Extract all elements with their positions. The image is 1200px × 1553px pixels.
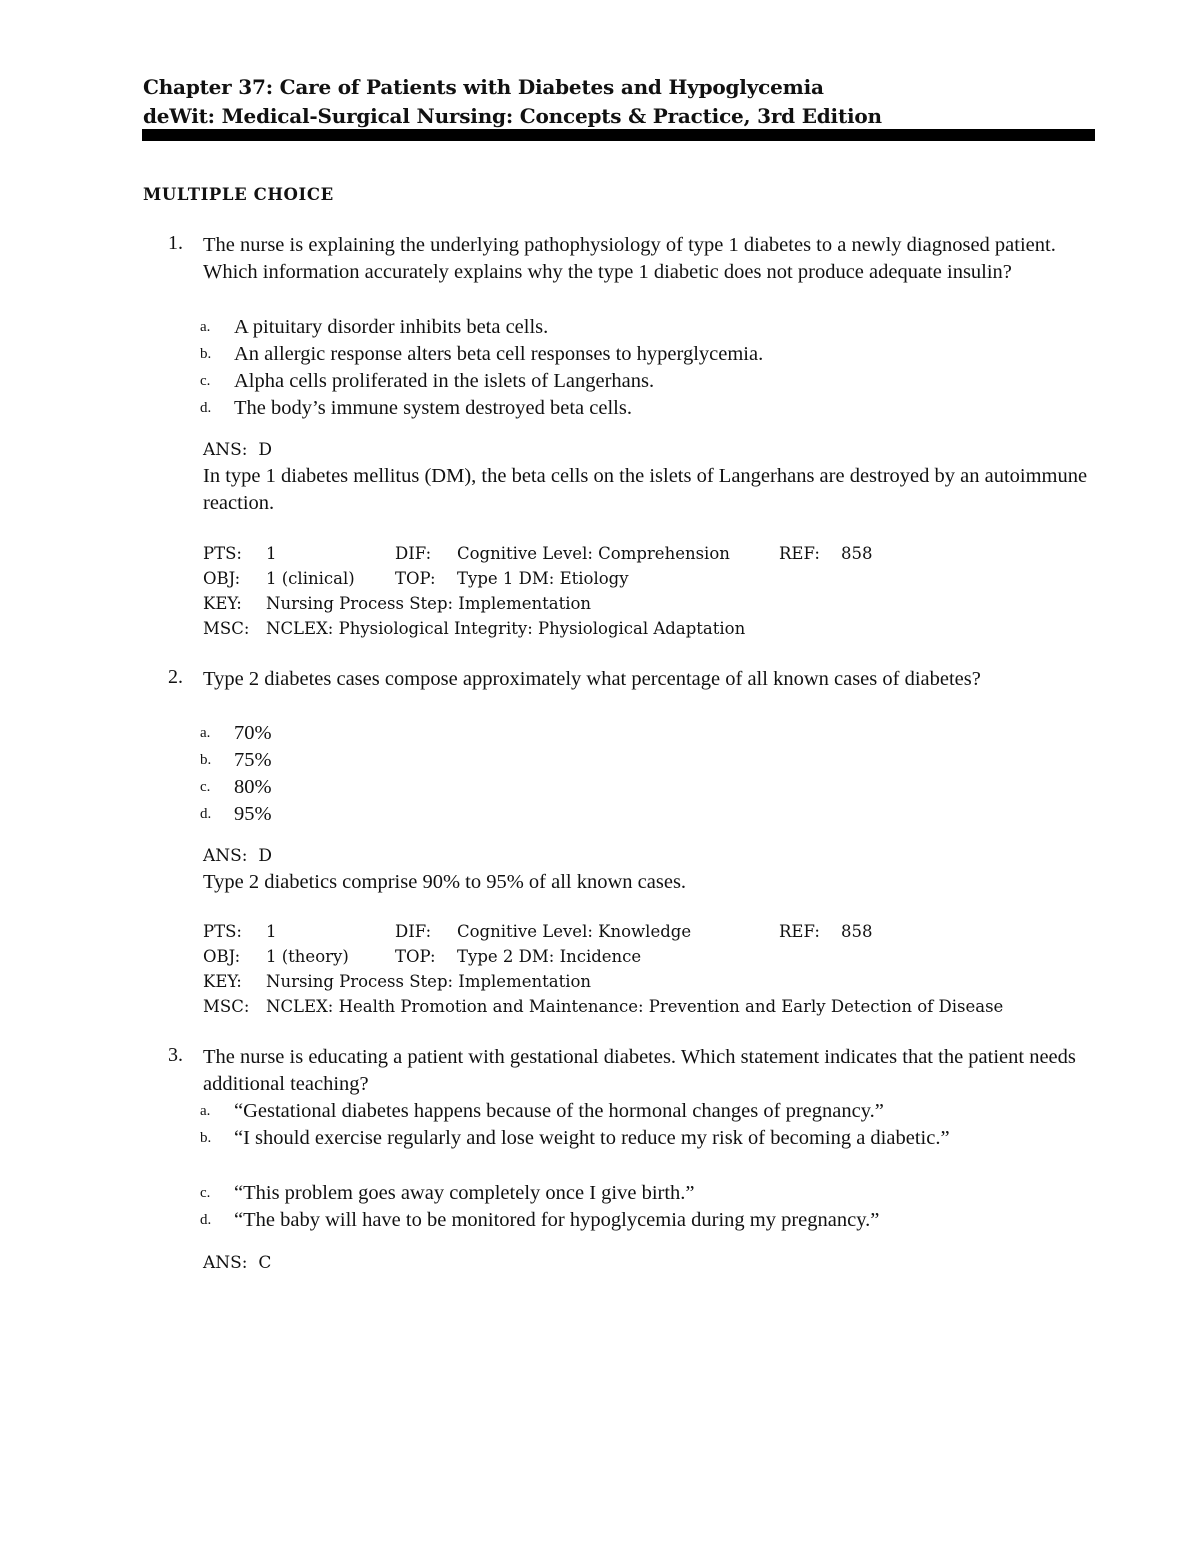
key-value: Nursing Process Step: Implementation <box>266 972 592 991</box>
option-text: “I should exercise regularly and lose weight to reduce my risk of becoming a diabetic.” <box>234 1127 950 1149</box>
option-letter: d. <box>200 1212 212 1228</box>
question-number: 2. <box>168 666 183 688</box>
dif-label: DIF: <box>395 544 432 563</box>
ref-label: REF: <box>779 922 820 941</box>
option-letter: c. <box>200 779 211 795</box>
question-stem: The nurse is educating a patient with gestational diabetes. Which statement indicates that the patient needs additional teaching? <box>203 1046 1076 1096</box>
key-label: KEY: <box>203 972 242 991</box>
option-letter: a. <box>200 319 211 335</box>
ans-label: ANS: <box>203 1253 248 1273</box>
obj-value: 1 (theory) <box>266 947 349 966</box>
option-text: “This problem goes away completely once I give birth.” <box>234 1182 695 1204</box>
option-text: Alpha cells proliferated in the islets of Langerhans. <box>234 370 655 392</box>
answer-line <box>203 440 272 460</box>
option-text: “The baby will have to be monitored for hypoglycemia during my pregnancy.” <box>234 1209 880 1231</box>
option-letter: b. <box>200 752 212 768</box>
ans-value: D <box>258 440 272 460</box>
book-title: deWit: Medical-Surgical Nursing: Concepts & Practice, 3rd Edition <box>143 104 882 128</box>
option-letter: b. <box>200 346 212 362</box>
msc-value: NCLEX: Physiological Integrity: Physiological Adaptation <box>266 619 746 638</box>
answer-option <box>0 1207 1200 1234</box>
answer-option <box>0 368 1200 395</box>
answer-option <box>0 747 1200 774</box>
dif-label: DIF: <box>395 922 432 941</box>
option-letter: c. <box>200 373 211 389</box>
option-text: “Gestational diabetes happens because of the hormonal changes of pregnancy.” <box>234 1100 884 1122</box>
top-label: TOP: <box>395 947 436 966</box>
option-letter: b. <box>200 1130 212 1146</box>
option-letter: a. <box>200 725 211 741</box>
option-text: 80% <box>234 776 272 798</box>
pts-value: 1 <box>266 544 277 563</box>
option-text: 75% <box>234 749 272 771</box>
answer-option <box>0 774 1200 801</box>
option-text: The body’s immune system destroyed beta cells. <box>234 397 632 419</box>
obj-label: OBJ: <box>203 569 241 588</box>
ref-label: REF: <box>779 544 820 563</box>
answer-line <box>203 846 272 866</box>
section-heading: MULTIPLE CHOICE <box>143 185 334 204</box>
chapter-title: Chapter 37: Care of Patients with Diabetes and Hypoglycemia <box>143 75 824 99</box>
ref-value: 858 <box>841 544 873 563</box>
answer-option <box>0 801 1200 828</box>
option-letter: d. <box>200 400 212 416</box>
option-text: 70% <box>234 722 272 744</box>
question-number: 1. <box>168 232 183 254</box>
dif-value: Cognitive Level: Knowledge <box>457 922 692 941</box>
option-text: 95% <box>234 803 272 825</box>
ref-value: 858 <box>841 922 873 941</box>
option-text: An allergic response alters beta cell responses to hyperglycemia. <box>234 343 764 365</box>
dif-value: Cognitive Level: Comprehension <box>457 544 730 563</box>
answer-option <box>0 720 1200 747</box>
ans-value: D <box>258 846 272 866</box>
ans-label: ANS: <box>203 846 248 866</box>
header-rule <box>142 129 1095 141</box>
answer-option <box>0 314 1200 341</box>
option-letter: d. <box>200 806 212 822</box>
top-value: Type 2 DM: Incidence <box>457 947 642 966</box>
answer-option <box>0 1125 1200 1179</box>
top-value: Type 1 DM: Etiology <box>457 569 629 588</box>
ans-label: ANS: <box>203 440 248 460</box>
pts-label: PTS: <box>203 922 242 941</box>
answer-option <box>0 341 1200 368</box>
rationale: In type 1 diabetes mellitus (DM), the beta cells on the islets of Langerhans are destroyed by an autoimmune reaction. <box>203 465 1088 515</box>
ans-value: C <box>258 1253 272 1273</box>
answer-option <box>0 395 1200 422</box>
msc-value: NCLEX: Health Promotion and Maintenance: Prevention and Early Detection of Disease <box>266 997 1004 1016</box>
option-text: A pituitary disorder inhibits beta cells. <box>234 316 549 338</box>
obj-value: 1 (clinical) <box>266 569 355 588</box>
question-stem: Type 2 diabetes cases compose approximately what percentage of all known cases of diabetes? <box>203 668 981 690</box>
key-label: KEY: <box>203 594 242 613</box>
key-value: Nursing Process Step: Implementation <box>266 594 592 613</box>
rationale: Type 2 diabetics comprise 90% to 95% of all known cases. <box>203 871 687 893</box>
msc-label: MSC: <box>203 997 250 1016</box>
answer-option <box>0 1098 1200 1125</box>
answer-option <box>0 1180 1200 1207</box>
pts-label: PTS: <box>203 544 242 563</box>
top-label: TOP: <box>395 569 436 588</box>
obj-label: OBJ: <box>203 947 241 966</box>
option-letter: c. <box>200 1185 211 1201</box>
question-stem: The nurse is explaining the underlying pathophysiology of type 1 diabetes to a newly diagnosed patient. Which information accurately explains why the type 1 diabetic does not produce adequate insulin? <box>203 234 1056 284</box>
question-number: 3. <box>168 1044 183 1066</box>
answer-line <box>203 1253 271 1273</box>
msc-label: MSC: <box>203 619 250 638</box>
pts-value: 1 <box>266 922 277 941</box>
option-letter: a. <box>200 1103 211 1119</box>
